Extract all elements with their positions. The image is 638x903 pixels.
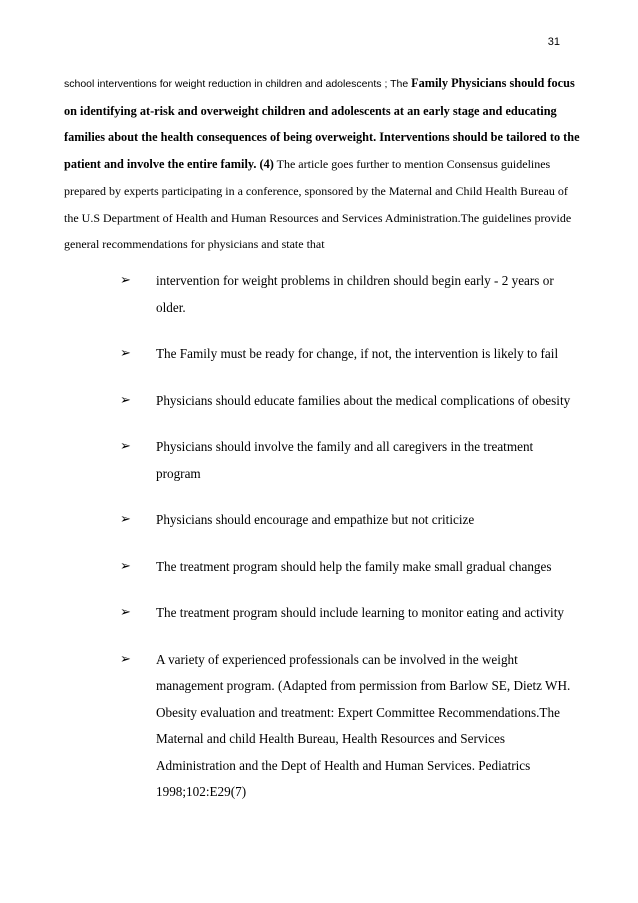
list-item [120, 388, 580, 415]
list-item-text: Physicians should encourage and empathize but not criticize [156, 512, 475, 527]
list-item [120, 507, 580, 534]
list-item-text: Physicians should involve the family and all caregivers in the treatment program [156, 439, 534, 481]
list-item-text: The Family must be ready for change, if not, the intervention is likely to fail [156, 346, 559, 361]
recommendation-list [120, 268, 580, 826]
arrow-bullet-icon: ➢ [120, 558, 131, 574]
arrow-bullet-icon: ➢ [120, 605, 131, 620]
list-item [120, 341, 580, 368]
paragraph-rest-text: The article goes further to mention Consensus guidelines prepared by experts participating in a conference, sponsored by the Maternal and Child Health Bureau of the U.S Department of Health and Human Resources and Services Administration.The guidelines provide general recommendations for physicians and state that [64, 157, 572, 252]
list-item-text: A variety of experienced professionals can be involved in the weight management program. (Adapted from permission from Barlow SE, Dietz WH. Obesity evaluation and treatment: Expert Committee Recommendations.The Maternal and child Health Bureau, Health Resources and Services Administration and the Dept of Health and Human Services. Pediatrics 1998;102:E29(7) [156, 651, 571, 799]
page-number: 31 [547, 36, 560, 48]
list-item [120, 600, 580, 627]
paragraph-bold-text: Family Physicians should focus on identifying at-risk and overweight children and adolescents at an early stage and educating families about the health consequences of being overweight. Interventions should be tailored to the patient and involve the entire family. (4) [64, 76, 580, 172]
arrow-bullet-icon: ➢ [120, 651, 131, 667]
arrow-bullet-icon: ➢ [120, 392, 131, 408]
list-item-text: intervention for weight problems in children should begin early - 2 years or older. [156, 273, 554, 315]
list-item [120, 554, 580, 581]
body-paragraph [64, 70, 584, 258]
list-item [120, 647, 580, 806]
arrow-bullet-icon: ➢ [120, 512, 131, 527]
list-item-text: The treatment program should include learning to monitor eating and activity [156, 605, 564, 620]
list-item [120, 268, 580, 321]
list-item-text: The treatment program should help the family make small gradual changes [156, 558, 552, 574]
arrow-bullet-icon: ➢ [120, 439, 131, 454]
paragraph-lead-text: school interventions for weight reduction in children and adolescents ; The [64, 78, 412, 90]
arrow-bullet-icon: ➢ [120, 346, 131, 361]
list-item-text: Physicians should educate families about the medical complications of obesity [156, 392, 571, 408]
list-item [120, 434, 580, 487]
arrow-bullet-icon: ➢ [120, 273, 131, 288]
